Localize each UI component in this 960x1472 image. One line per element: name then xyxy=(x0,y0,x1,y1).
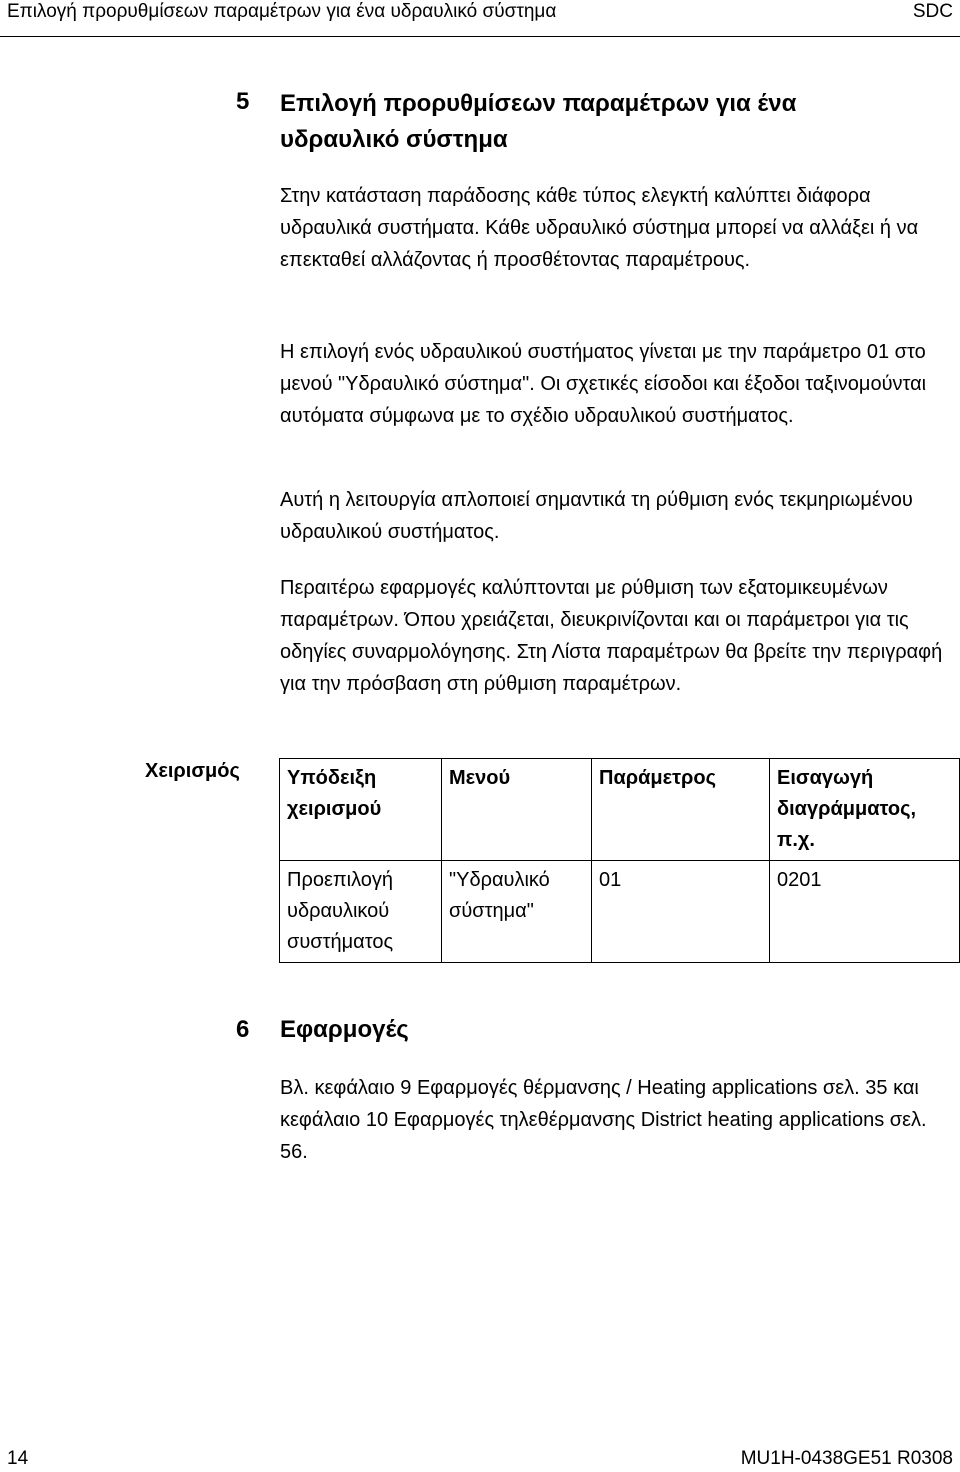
cell-operation-hint: Προεπιλογή υδραυλικού συστήματος xyxy=(280,861,442,963)
cell-diagram-entry: 0201 xyxy=(770,861,960,963)
section-5-paragraph-4: Περαιτέρω εφαρμογές καλύπτονται με ρύθμιση των εξατομικευμένων παραμέτρων. Όπου χρειάζεται, διευκρινίζονται και οι παράμετροι για τις οδηγίες συναρμολόγησης. Στη Λίστα παραμέτρων θα βρείτε την περιγραφή για την πρόσβαση στη ρύθμιση παραμέτρων. xyxy=(280,577,943,695)
header-cell-menu: Μενού xyxy=(442,759,592,861)
page-header xyxy=(0,0,960,37)
header-brand: SDC xyxy=(912,1,953,22)
section-6-number: 6 xyxy=(236,1016,250,1043)
section-5-title: Επιλογή προρυθμίσεων παραμέτρων για ένα υδραυλικό σύστημα xyxy=(280,90,797,153)
section-6-title: Εφαρμογές xyxy=(280,1016,409,1043)
table-row xyxy=(280,861,960,963)
header-cell-parameter: Παράμετρος xyxy=(592,759,770,861)
section-5-paragraph-2: Η επιλογή ενός υδραυλικού συστήματος γίνεται με την παράμετρο 01 στο μενού "Υδραυλικό σύστημα". Οι σχετικές είσοδοι και έξοδοι ταξινομούνται αυτόματα σύμφωνα με το σχέδιο υδραυλικού συστήματος. xyxy=(280,341,927,427)
cell-menu: "Υδραυλικό σύστημα" xyxy=(442,861,592,963)
page-number: 14 xyxy=(7,1448,29,1469)
operation-table xyxy=(279,758,960,963)
table-header-row xyxy=(280,759,960,861)
section-6-text: Βλ. κεφάλαιο 9 Εφαρμογές θέρμανσης / Heating applications σελ. 35 και κεφάλαιο 10 Εφαρμογές τηλεθέρμανσης District heating applications σελ. 56. xyxy=(280,1077,927,1163)
cell-parameter: 01 xyxy=(592,861,770,963)
section-5-number: 5 xyxy=(236,88,250,115)
header-title: Επιλογή προρυθμίσεων παραμέτρων για ένα υδραυλικό σύστημα xyxy=(7,1,557,22)
operation-label: Χειρισμός xyxy=(145,760,240,782)
document-code: MU1H-0438GE51 R0308 xyxy=(740,1448,953,1469)
header-cell-operation-hint: Υπόδειξη χειρισμού xyxy=(280,759,442,861)
section-5-paragraph-1: Στην κατάσταση παράδοσης κάθε τύπος ελεγκτή καλύπτει διάφορα υδραυλικά συστήματα. Κάθε υδραυλικό σύστημα μπορεί να αλλάξει ή να επεκταθεί αλλάζοντας ή προσθέτοντας παραμέτρους. xyxy=(280,185,919,271)
section-5-paragraph-3: Αυτή η λειτουργία απλοποιεί σημαντικά τη ρύθμιση ενός τεκμηριωμένου υδραυλικού συστήματος. xyxy=(280,489,913,543)
header-cell-diagram-entry: Εισαγωγή διαγράμματος, π.χ. xyxy=(770,759,960,861)
